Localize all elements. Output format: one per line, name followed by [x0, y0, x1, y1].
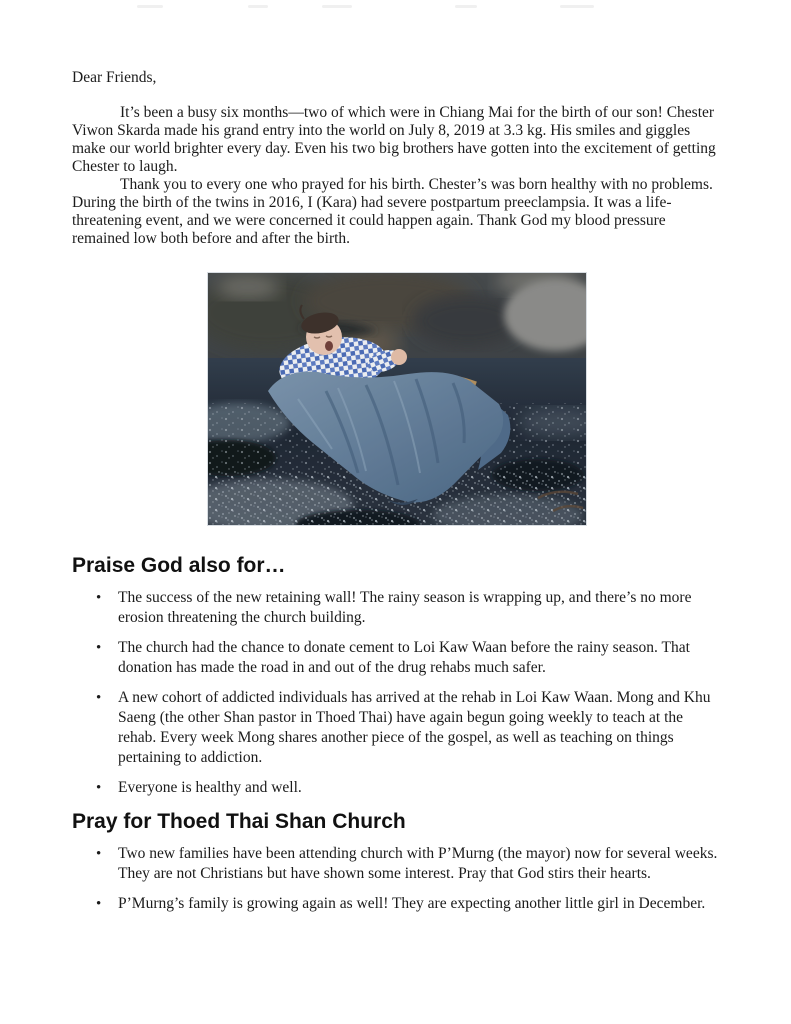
list-item [96, 688, 718, 768]
bullet-marker: • [96, 590, 102, 606]
paragraph-healthy-birth: Thank you to every one who prayed for his birth. Chester’s was born healthy with no problems. During the birth of the twins in 2016, I (Kara) had severe postpartum preeclampsia. It was a life-threatening event, and we were concerned it could happen again. Thank God my blood pressure remained low both before and after the birth. [72, 176, 713, 247]
bullet-marker: • [96, 780, 102, 796]
baby-photo-illustration [208, 273, 586, 525]
bullet-text: Two new families have been attending church with P’Murng (the mayor) now for several weeks. They are not Christians but have shown some interest. Pray that God stirs their hearts. [118, 845, 718, 882]
bullet-text: P’Murng’s family is growing again as well! They are expecting another little girl in December. [118, 895, 706, 912]
bullet-marker: • [96, 640, 102, 656]
heading-praise: Praise God also for… [72, 554, 286, 577]
photo-tone-overlay [208, 273, 586, 525]
praise-bullet-list [72, 588, 718, 798]
list-item [96, 638, 718, 678]
header-artifact [137, 5, 163, 8]
greeting-line: Dear Friends, [72, 69, 157, 86]
header-artifact [560, 5, 594, 8]
bullet-marker: • [96, 846, 102, 862]
pray-bullet-list [72, 844, 718, 914]
bullet-marker: • [96, 690, 102, 706]
list-item [96, 588, 718, 628]
bullet-text: The church had the chance to donate cement to Loi Kaw Waan before the rainy season. That donation has made the road in and out of the drug rehabs much safer. [118, 639, 690, 676]
bullet-marker: • [96, 896, 102, 912]
list-item [96, 844, 718, 884]
bullet-text: A new cohort of addicted individuals has arrived at the rehab in Loi Kaw Waan. Mong and Khu Saeng (the other Shan pastor in Thoed Thai) have again begun going weekly to teach at the rehab. Every week Mong shares another piece of the gospel, as well as teaching on things pertaining to addiction. [118, 689, 711, 766]
bullet-text: The success of the new retaining wall! The rainy season is wrapping up, and there’s no more erosion threatening the church building. [118, 589, 692, 626]
list-item [96, 778, 718, 798]
list-item [96, 894, 718, 914]
header-artifact [455, 5, 477, 8]
header-artifact [322, 5, 352, 8]
baby-in-basket-photo [207, 272, 587, 526]
header-artifact [248, 5, 268, 8]
heading-pray: Pray for Thoed Thai Shan Church [72, 810, 406, 833]
paragraph-birth-announcement: It’s been a busy six months—two of which were in Chiang Mai for the birth of our son! Chester Viwon Skarda made his grand entry into the world on July 8, 2019 at 3.3 kg. His smiles and giggles make our world brighter every day. Even his two big brothers have gotten into the excitement of getting Chester to laugh. [72, 104, 716, 175]
bullet-text: Everyone is healthy and well. [118, 779, 302, 796]
